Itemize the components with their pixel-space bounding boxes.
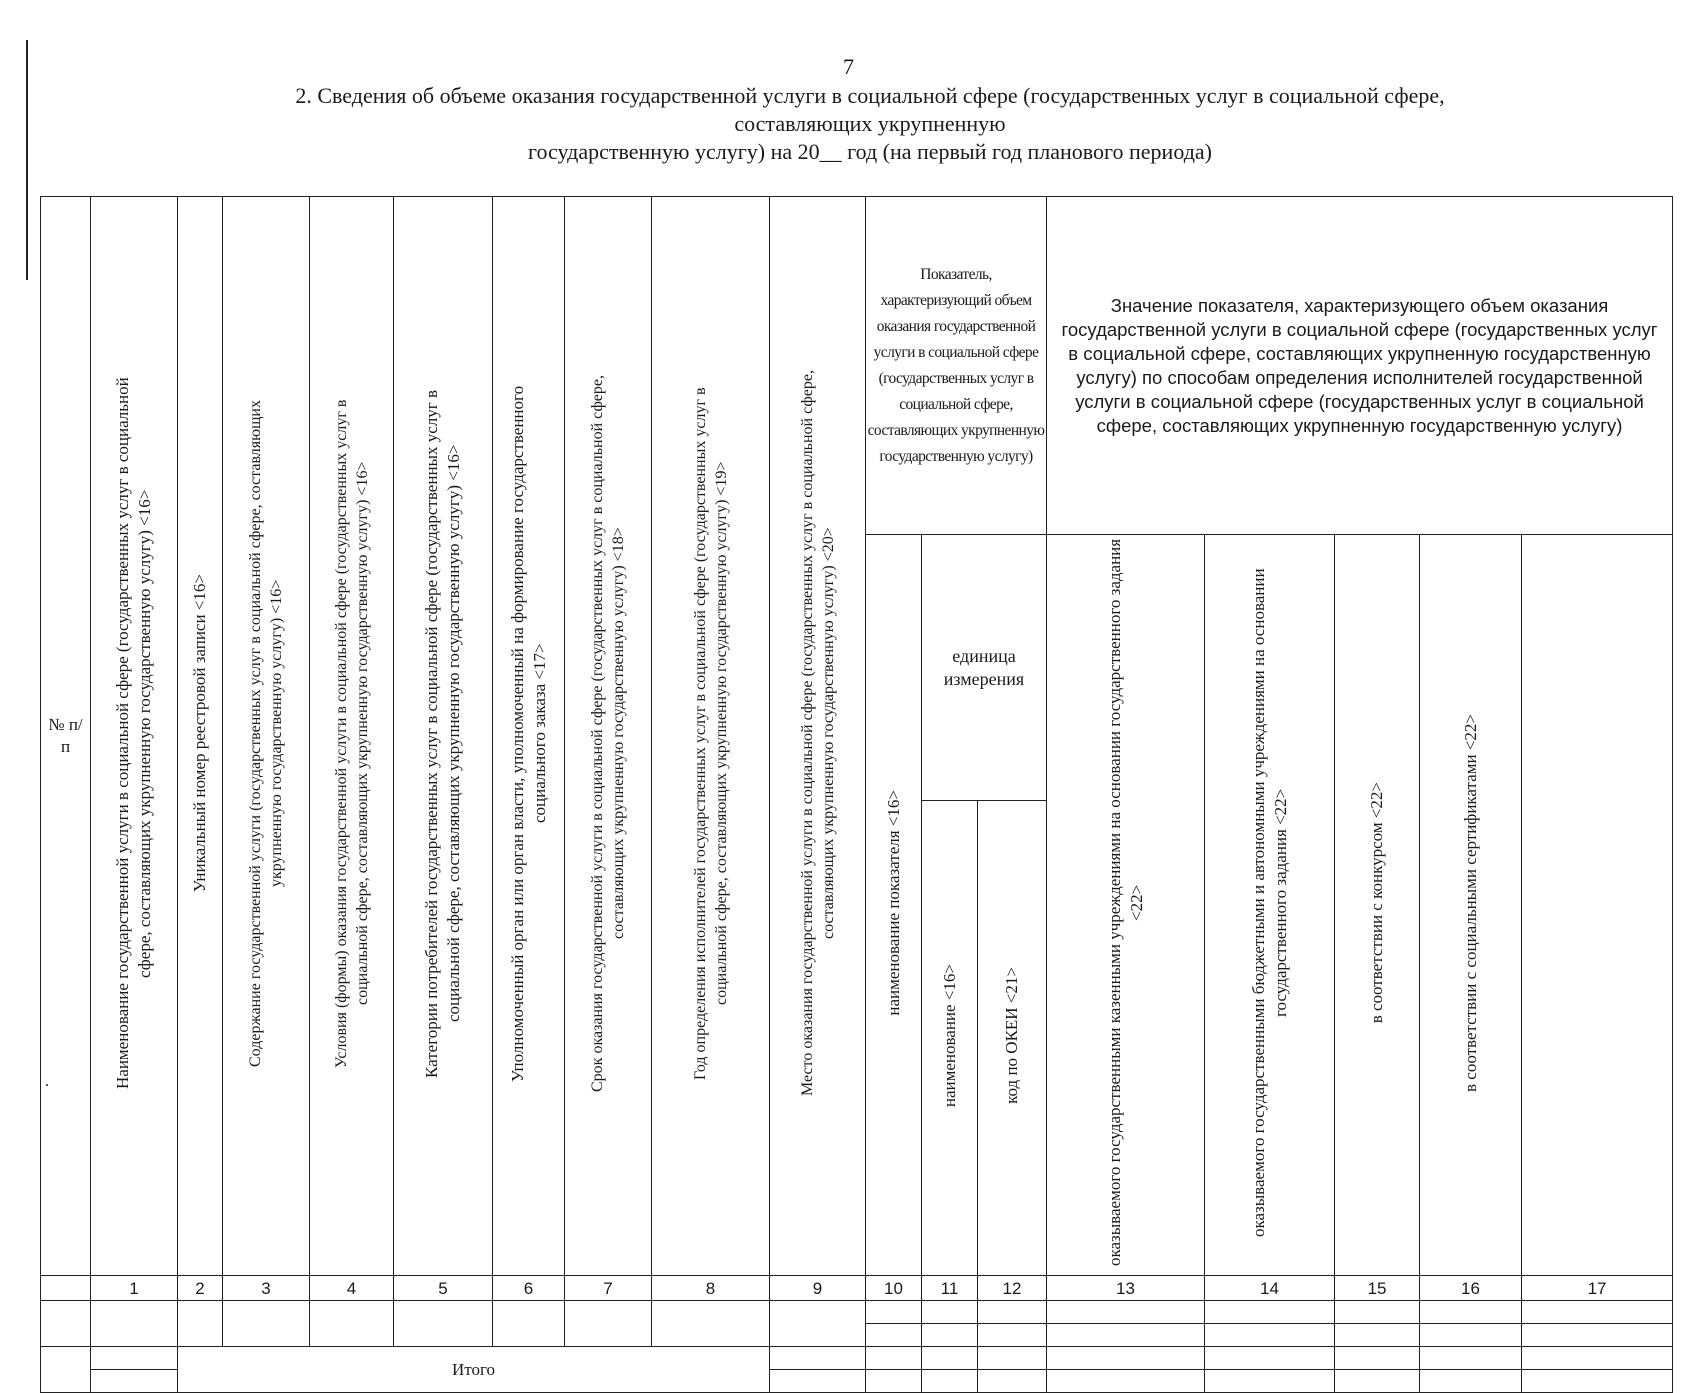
table-cell	[1522, 1324, 1673, 1347]
table-cell	[1420, 1324, 1522, 1347]
header-cell-14: оказываемого государственными бюджетными и автономными учреждениями на основании государственного задания <22>	[1205, 535, 1335, 1276]
title-line-2: составляющих укрупненную	[734, 111, 1006, 136]
header-cell-3: Содержание государственной услуги (государственных услуг в социальной сфере, составляющих укрупненную государственную услугу) <16>	[223, 197, 310, 1276]
column-number: 8	[652, 1276, 770, 1301]
header-cell-6: Уполномоченный орган или орган власти, уполномоченный на формирование государственного социального заказа <17>	[493, 197, 565, 1276]
table-cell	[770, 1347, 866, 1370]
table-cell	[866, 1301, 922, 1324]
column-number: 6	[493, 1276, 565, 1301]
header-cell-11: наименование <16>	[922, 801, 978, 1276]
table-cell	[41, 1347, 91, 1393]
header-indicator-group: Показатель, характеризующий объем оказания государственной услуги в социальной сфере (государственных услуг в социальной сфере, составляющих укрупненную государственную услугу)	[866, 197, 1047, 535]
column-number: 4	[310, 1276, 394, 1301]
column-number: 7	[565, 1276, 652, 1301]
table-cell	[922, 1301, 978, 1324]
table-cell	[1205, 1370, 1335, 1393]
table-cell	[652, 1301, 770, 1347]
column-number: 16	[1420, 1276, 1522, 1301]
table-cell	[866, 1370, 922, 1393]
total-label: Итого	[178, 1347, 770, 1393]
header-cell-8: Год определения исполнителей государственных услуг в социальной сфере (государственных услуг в социальной сфере, составляющих укрупненную государственную услугу) <19>	[652, 197, 770, 1276]
column-number-row	[41, 1276, 1673, 1301]
table-cell	[978, 1324, 1047, 1347]
table-cell	[1335, 1324, 1420, 1347]
table-row	[41, 1301, 1673, 1324]
table-cell	[223, 1301, 310, 1347]
header-cell-10: наименование показателя <16>	[866, 535, 922, 1276]
table-cell	[1335, 1347, 1420, 1370]
table-cell	[493, 1301, 565, 1347]
table-cell	[1047, 1347, 1205, 1370]
table-cell	[770, 1301, 866, 1347]
column-number: 12	[978, 1276, 1047, 1301]
header-cell-9: Место оказания государственной услуги в социальной сфере (государственных услуг в социальной сфере, составляющих укрупненную государственную услугу) <20>	[770, 197, 866, 1276]
column-number: 13	[1047, 1276, 1205, 1301]
table-cell	[565, 1301, 652, 1347]
volume-form-table	[40, 196, 1673, 1393]
header-value-group: Значение показателя, характеризующего объем оказания государственной услуги в социальной сфере (государственных услуг в социальной сфере, составляющих укрупненную государственную услугу) по способам определения исполнителей государственной услуги в социальной сфере (государственных услуг в социальной сфере, составляющих укрупненную государственную услугу)	[1047, 197, 1673, 535]
table-cell	[1047, 1370, 1205, 1393]
table-cell	[394, 1301, 493, 1347]
table-cell	[1420, 1347, 1522, 1370]
header-unit-group: единица измерения	[922, 535, 1047, 801]
header-cell-2: Уникальный номер реестровой записи <16>	[178, 197, 223, 1276]
page-number: 7	[843, 54, 854, 79]
table-cell	[922, 1370, 978, 1393]
header-cell-16: в соответствии с социальными сертификатами <22>	[1420, 535, 1522, 1276]
title-line-3: государственную услугу) на 20__ год (на первый год планового периода)	[528, 139, 1212, 164]
table-cell	[1420, 1370, 1522, 1393]
column-number: 2	[178, 1276, 223, 1301]
table-cell	[1205, 1324, 1335, 1347]
header-cell-4: Условия (формы) оказания государственной услуги в социальной сфере (государственных услуг в социальной сфере, составляющих укрупненную государственную услугу) <16>	[310, 197, 394, 1276]
column-number: 1	[91, 1276, 178, 1301]
table-cell	[1522, 1370, 1673, 1393]
table-cell	[1047, 1324, 1205, 1347]
table-cell	[978, 1347, 1047, 1370]
column-number: 10	[866, 1276, 922, 1301]
table-cell	[1335, 1301, 1420, 1324]
title-line-1: 2. Сведения об объеме оказания государственной услуги в социальной сфере (государственных услуг в социальной сфере,	[295, 83, 1445, 108]
total-row	[41, 1347, 1673, 1370]
header-row-1	[41, 197, 1673, 535]
column-number	[41, 1276, 91, 1301]
table-cell	[922, 1324, 978, 1347]
table-cell	[310, 1301, 394, 1347]
table-cell	[91, 1301, 178, 1347]
column-number: 15	[1335, 1276, 1420, 1301]
column-number: 9	[770, 1276, 866, 1301]
column-number: 11	[922, 1276, 978, 1301]
column-number: 5	[394, 1276, 493, 1301]
header-cell-13: оказываемого государственными казенными учреждениями на основании государственного задания <22>	[1047, 535, 1205, 1276]
column-number: 14	[1205, 1276, 1335, 1301]
header-cell-number: № п/п	[41, 197, 91, 1276]
table-cell	[1047, 1301, 1205, 1324]
table-cell	[1420, 1301, 1522, 1324]
table-cell	[922, 1347, 978, 1370]
table-cell	[1522, 1301, 1673, 1324]
column-number: 3	[223, 1276, 310, 1301]
scan-speck	[46, 1084, 48, 1086]
table-cell	[1205, 1347, 1335, 1370]
header-cell-12: код по ОКЕИ <21>	[978, 801, 1047, 1276]
table-cell	[866, 1347, 922, 1370]
header-cell-5: Категории потребителей государственных услуг в социальной сфере (государственных услуг в социальной сфере, составляющих укрупненную государственную услугу) <16>	[394, 197, 493, 1276]
table-cell	[1335, 1370, 1420, 1393]
table-cell	[178, 1301, 223, 1347]
table-cell	[91, 1347, 178, 1370]
table-cell	[978, 1370, 1047, 1393]
table-cell	[978, 1301, 1047, 1324]
section-title	[120, 82, 1620, 166]
table-cell	[1522, 1347, 1673, 1370]
table-cell	[41, 1301, 91, 1347]
table-cell	[866, 1324, 922, 1347]
header-cell-15: в соответствии с конкурсом <22>	[1335, 535, 1420, 1276]
table-cell	[1205, 1301, 1335, 1324]
column-number: 17	[1522, 1276, 1673, 1301]
table-cell	[770, 1370, 866, 1393]
header-cell-1: Наименование государственной услуги в социальной сфере (государственных услуг в социальной сфере, составляющих укрупненную государственную услугу) <16>	[91, 197, 178, 1276]
table-cell	[91, 1370, 178, 1393]
header-cell-7: Срок оказания государственной услуги в социальной сфере (государственных услуг в социальной сфере, составляющих укрупненную государственную услугу) <18>	[565, 197, 652, 1276]
